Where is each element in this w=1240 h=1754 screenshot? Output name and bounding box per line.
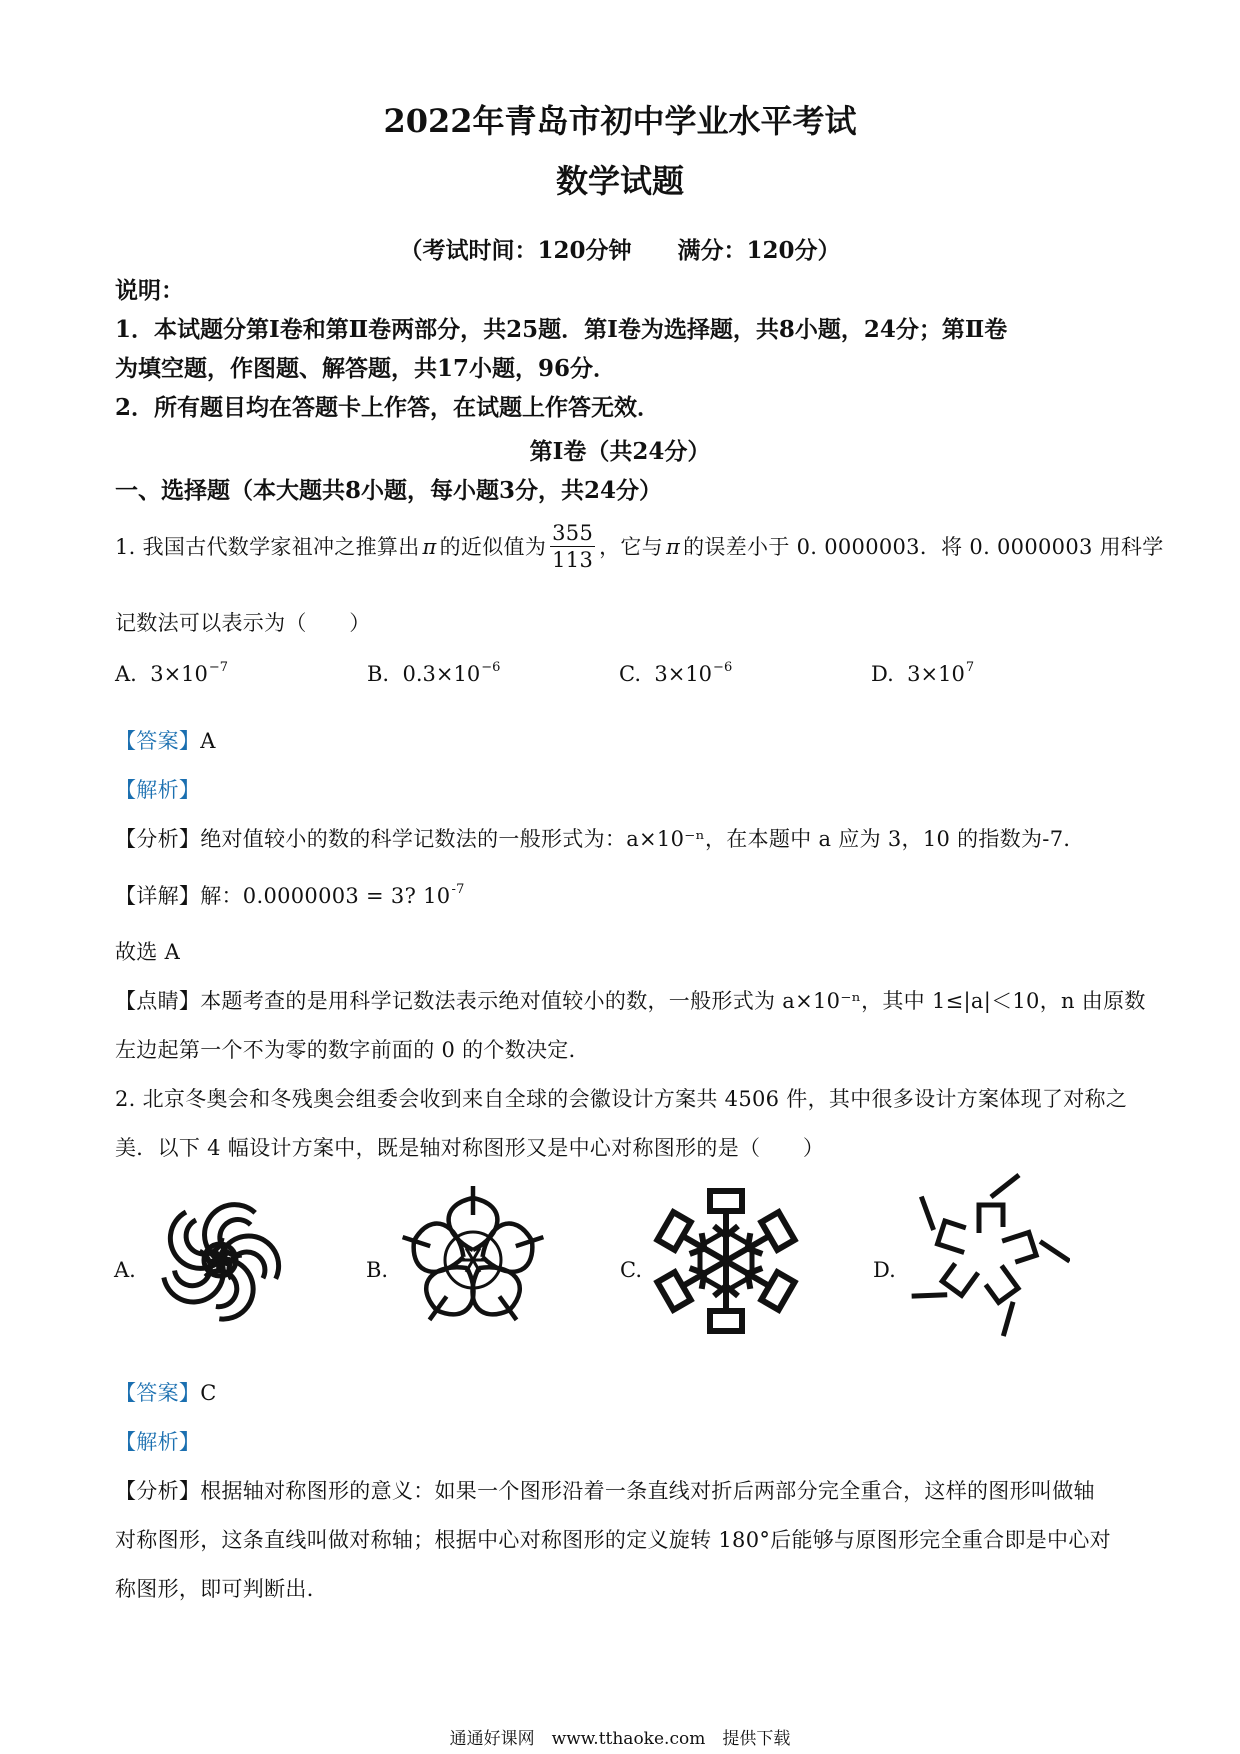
detail-base: 解：0.0000003 = 3? 10 xyxy=(200,884,451,908)
option-exponent: −6 xyxy=(713,660,733,675)
dianjing-label: 【点睛】 xyxy=(115,989,201,1013)
pi-symbol: π xyxy=(422,535,437,559)
answer-label: 【答案】 xyxy=(115,729,201,753)
volume-heading: 第Ⅰ卷（共24分） xyxy=(529,438,711,465)
pinwheel-squares-icon xyxy=(900,1168,1070,1343)
exam-title: 2022年青岛市初中学业水平考试 xyxy=(383,102,857,140)
q1-analysis-label xyxy=(115,774,200,804)
fenxi-label: 【分析】 xyxy=(115,827,201,851)
q1-answer xyxy=(115,725,216,755)
star-flower-icon xyxy=(398,1185,548,1335)
q1-choose: 故选 A xyxy=(115,940,181,964)
answer-label: 【答案】 xyxy=(115,1381,201,1405)
question-2-line-2: 美．以下 4 幅设计方案中，既是轴对称图形又是中心对称图形的是（ ） xyxy=(115,1136,825,1160)
option-base: 0.3×10 xyxy=(402,662,481,686)
q1-option-d xyxy=(871,662,974,686)
exam-info: （考试时间：120分钟 满分：120分） xyxy=(399,237,841,264)
q2-fenxi-b: 对称图形，这条直线叫做对称轴；根据中心对称图形的定义旋转 180°后能够与原图形完全重合即是中心对 xyxy=(115,1528,1111,1552)
detail-label: 【详解】 xyxy=(115,884,201,908)
notes-heading: 说明： xyxy=(115,277,184,304)
page-footer: 通通好课网 www.tthaoke.com 提供下载 xyxy=(449,1729,791,1749)
q2-analysis-label xyxy=(115,1426,200,1456)
q1-option-c xyxy=(619,662,732,686)
exam-subtitle: 数学试题 xyxy=(555,162,684,200)
fenxi-text: 绝对值较小的数的科学记数法的一般形式为：a×10⁻ⁿ，在本题中 a 应为 3，10 的指数为-7． xyxy=(200,827,1085,851)
q2-fenxi-c: 称图形，即可判断出． xyxy=(115,1577,328,1601)
q2-option-d-letter: D. xyxy=(873,1258,896,1282)
option-letter: D. xyxy=(871,662,894,686)
q1-option-a xyxy=(115,662,228,686)
q1-dianjing-a xyxy=(115,985,1146,1015)
q2-option-c-letter: C. xyxy=(620,1258,642,1282)
notes-line-1a: 1．本试题分第Ⅰ卷和第Ⅱ卷两部分，共25题．第Ⅰ卷为选择题，共8小题，24分；第Ⅱ卷 xyxy=(115,316,1008,343)
snowflake-icon xyxy=(650,1185,802,1337)
analysis-label: 【解析】 xyxy=(115,778,201,802)
fraction-denominator: 113 xyxy=(552,548,594,572)
option-exponent: −6 xyxy=(481,660,501,675)
q1-text-b: 的近似值为 xyxy=(439,535,547,559)
option-letter: A. xyxy=(115,662,137,686)
q2-fenxi-a xyxy=(115,1475,1095,1505)
q1-text-a: 1. 我国古代数学家祖冲之推算出 xyxy=(115,535,420,559)
question-1-line-1 xyxy=(115,522,1164,575)
question-1-line-2: 记数法可以表示为（ ） xyxy=(115,611,371,635)
notes-line-1b: 为填空题，作图题、解答题，共17小题，96分． xyxy=(115,355,617,382)
q1-text-d: 的误差小于 0. 0000003．将 0. 0000003 用科学 xyxy=(683,535,1164,559)
q2-answer xyxy=(115,1377,217,1407)
analysis-label: 【解析】 xyxy=(115,1430,201,1454)
q1-detail xyxy=(115,880,465,910)
q1-option-b xyxy=(367,662,500,686)
dianjing-text-a: 本题考查的是用科学记数法表示绝对值较小的数，一般形式为 a×10⁻ⁿ，其中 1≤|a|＜10，n 由原数 xyxy=(200,989,1146,1013)
answer-value: A xyxy=(200,729,216,753)
fenxi-text-a: 根据轴对称图形的意义：如果一个图形沿着一条直线对折后两部分完全重合，这样的图形叫做轴 xyxy=(200,1479,1095,1503)
q1-dianjing-b: 左边起第一个不为零的数字前面的 0 的个数决定． xyxy=(115,1038,590,1062)
option-exponent: −7 xyxy=(208,660,229,675)
part-heading: 一、选择题（本大题共8小题，每小题3分，共24分） xyxy=(115,477,663,504)
notes-line-2: 2．所有题目均在答题卡上作答，在试题上作答无效． xyxy=(115,394,661,421)
fraction-numerator: 355 xyxy=(552,521,594,545)
option-letter: B. xyxy=(367,662,390,686)
question-2-line-1: 2. 北京冬奥会和冬残奥会组委会收到来自全球的会徽设计方案共 4506 件，其中很多设计方案体现了对称之 xyxy=(115,1087,1128,1111)
fraction-355-113 xyxy=(550,520,595,573)
q2-option-b-letter: B. xyxy=(366,1258,389,1282)
q1-fenxi xyxy=(115,823,1085,853)
pi-symbol-2: π xyxy=(666,535,681,559)
option-base: 3×10 xyxy=(654,662,713,686)
option-exponent: 7 xyxy=(965,660,975,675)
q1-text-c: ，它与 xyxy=(599,535,664,559)
option-base: 3×10 xyxy=(150,662,208,686)
option-letter: C. xyxy=(619,662,641,686)
answer-value: C xyxy=(200,1381,217,1405)
option-base: 3×10 xyxy=(907,662,965,686)
q2-option-a-letter: A. xyxy=(114,1258,136,1282)
fenxi-label: 【分析】 xyxy=(115,1479,201,1503)
knot-flower-icon xyxy=(145,1185,295,1335)
detail-exponent: -7 xyxy=(451,882,465,897)
